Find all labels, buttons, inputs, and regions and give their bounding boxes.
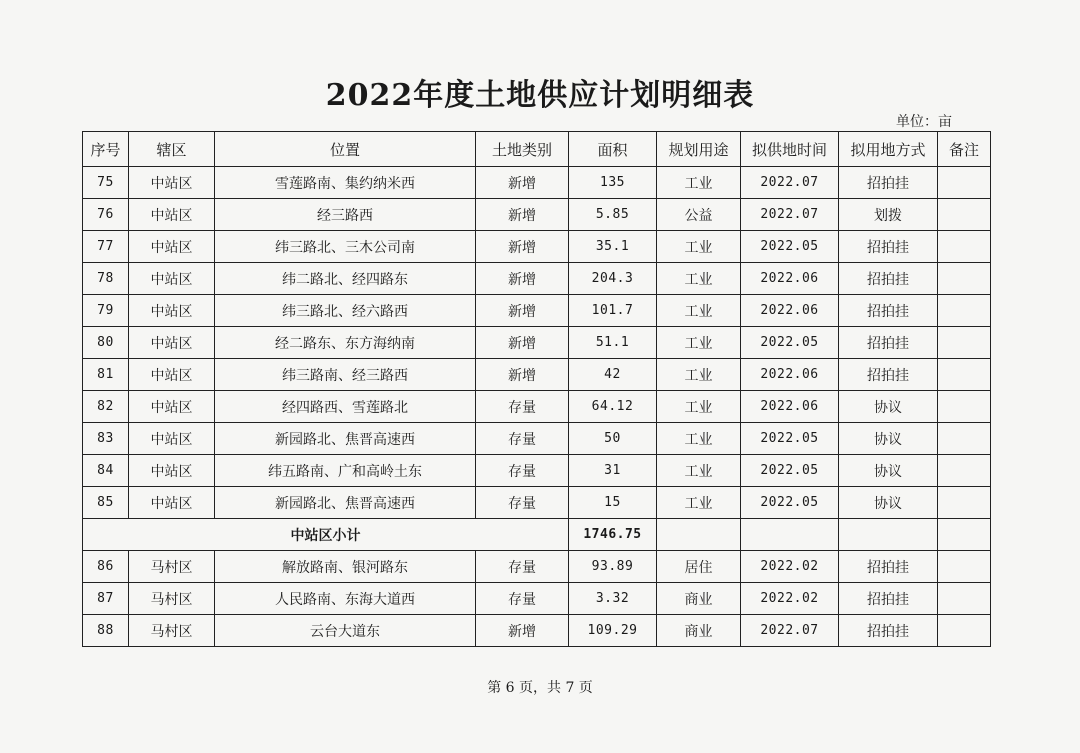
cell-supply-method: 招拍挂 [839,295,938,327]
unit-label: 单位：亩 [896,114,952,130]
cell-location: 经四路西、雪莲路北 [215,391,476,423]
cell-supply-time: 2022.07 [741,199,839,231]
cell-location: 雪莲路南、集约纳米西 [215,167,476,199]
cell-land-category: 存量 [476,423,569,455]
cell-row-number: 86 [83,551,129,583]
cell-land-category: 新增 [476,615,569,647]
cell-supply-method: 协议 [839,487,938,519]
cell-remarks [938,167,991,199]
cell-row-number: 88 [83,615,129,647]
cell-supply-time: 2022.05 [741,327,839,359]
cell-location: 纬五路南、广和高岭土东 [215,455,476,487]
cell-location: 经二路东、东方海纳南 [215,327,476,359]
cell-area: 5.85 [569,199,657,231]
subtotal-row [83,519,991,551]
cell-area: 35.1 [569,231,657,263]
table-cell [938,519,991,551]
table-cell [839,519,938,551]
header-cell: 土地类别 [476,132,569,167]
cell-supply-method: 招拍挂 [839,615,938,647]
land-supply-table [82,131,991,647]
cell-supply-time: 2022.05 [741,455,839,487]
cell-supply-method: 招拍挂 [839,167,938,199]
table-row [83,583,991,615]
cell-remarks [938,455,991,487]
cell-land-category: 新增 [476,199,569,231]
table-row [83,551,991,583]
table-row [83,295,991,327]
cell-planned-use: 居住 [657,551,741,583]
cell-supply-method: 招拍挂 [839,551,938,583]
cell-location: 纬三路南、经三路西 [215,359,476,391]
cell-district: 中站区 [129,263,215,295]
cell-land-category: 新增 [476,263,569,295]
cell-district: 马村区 [129,583,215,615]
cell-land-category: 存量 [476,487,569,519]
cell-supply-time: 2022.05 [741,423,839,455]
cell-remarks [938,231,991,263]
cell-row-number: 75 [83,167,129,199]
cell-area: 3.32 [569,583,657,615]
cell-row-number: 76 [83,199,129,231]
cell-supply-method: 招拍挂 [839,359,938,391]
cell-district: 中站区 [129,231,215,263]
cell-location: 纬三路北、三木公司南 [215,231,476,263]
table-row [83,615,991,647]
cell-land-category: 存量 [476,455,569,487]
cell-remarks [938,263,991,295]
subtotal-area: 1746.75 [569,519,657,551]
cell-planned-use: 商业 [657,583,741,615]
cell-location: 云台大道东 [215,615,476,647]
cell-remarks [938,551,991,583]
cell-land-category: 新增 [476,359,569,391]
cell-remarks [938,583,991,615]
cell-district: 中站区 [129,487,215,519]
table-row [83,263,991,295]
cell-area: 101.7 [569,295,657,327]
cell-supply-time: 2022.06 [741,263,839,295]
header-cell: 拟用地方式 [839,132,938,167]
cell-land-category: 存量 [476,551,569,583]
cell-planned-use: 工业 [657,263,741,295]
cell-planned-use: 工业 [657,295,741,327]
cell-row-number: 84 [83,455,129,487]
cell-area: 64.12 [569,391,657,423]
table-row [83,327,991,359]
cell-row-number: 82 [83,391,129,423]
cell-location: 纬三路北、经六路西 [215,295,476,327]
cell-area: 135 [569,167,657,199]
cell-row-number: 77 [83,231,129,263]
cell-planned-use: 工业 [657,231,741,263]
cell-supply-method: 招拍挂 [839,263,938,295]
cell-remarks [938,391,991,423]
cell-area: 204.3 [569,263,657,295]
cell-location: 新园路北、焦晋高速西 [215,487,476,519]
cell-row-number: 83 [83,423,129,455]
cell-row-number: 85 [83,487,129,519]
header-cell: 序号 [83,132,129,167]
cell-land-category: 新增 [476,167,569,199]
cell-planned-use: 工业 [657,391,741,423]
cell-land-category: 新增 [476,295,569,327]
cell-supply-method: 划拨 [839,199,938,231]
cell-supply-time: 2022.06 [741,295,839,327]
header-cell: 规划用途 [657,132,741,167]
cell-land-category: 新增 [476,231,569,263]
cell-supply-method: 招拍挂 [839,327,938,359]
cell-district: 中站区 [129,455,215,487]
cell-row-number: 79 [83,295,129,327]
table-cell [741,519,839,551]
table-row [83,167,991,199]
cell-location: 人民路南、东海大道西 [215,583,476,615]
cell-remarks [938,615,991,647]
header-cell: 拟供地时间 [741,132,839,167]
cell-location: 纬二路北、经四路东 [215,263,476,295]
cell-district: 中站区 [129,167,215,199]
table-row [83,359,991,391]
cell-row-number: 80 [83,327,129,359]
cell-supply-time: 2022.02 [741,551,839,583]
cell-supply-method: 协议 [839,455,938,487]
header-cell: 辖区 [129,132,215,167]
cell-remarks [938,487,991,519]
header-cell: 面积 [569,132,657,167]
cell-planned-use: 工业 [657,327,741,359]
cell-remarks [938,327,991,359]
table-row [83,487,991,519]
cell-remarks [938,295,991,327]
cell-district: 中站区 [129,391,215,423]
cell-remarks [938,199,991,231]
cell-supply-time: 2022.02 [741,583,839,615]
cell-planned-use: 工业 [657,455,741,487]
cell-row-number: 81 [83,359,129,391]
cell-planned-use: 工业 [657,359,741,391]
table-row [83,231,991,263]
cell-planned-use: 工业 [657,167,741,199]
table-row [83,423,991,455]
cell-supply-method: 协议 [839,391,938,423]
table-cell [657,519,741,551]
cell-area: 51.1 [569,327,657,359]
cell-district: 马村区 [129,551,215,583]
page-footer: 第 6 页，共 7 页 [487,680,593,696]
cell-district: 中站区 [129,199,215,231]
cell-supply-time: 2022.05 [741,231,839,263]
cell-land-category: 存量 [476,583,569,615]
cell-supply-method: 协议 [839,423,938,455]
cell-supply-method: 招拍挂 [839,231,938,263]
cell-planned-use: 工业 [657,423,741,455]
cell-planned-use: 公益 [657,199,741,231]
cell-supply-time: 2022.05 [741,487,839,519]
cell-land-category: 新增 [476,327,569,359]
cell-remarks [938,423,991,455]
cell-location: 经三路西 [215,199,476,231]
cell-planned-use: 工业 [657,487,741,519]
cell-supply-time: 2022.07 [741,615,839,647]
cell-remarks [938,359,991,391]
cell-area: 42 [569,359,657,391]
cell-row-number: 87 [83,583,129,615]
cell-land-category: 存量 [476,391,569,423]
cell-district: 中站区 [129,295,215,327]
header-cell: 位置 [215,132,476,167]
cell-area: 50 [569,423,657,455]
cell-location: 解放路南、银河路东 [215,551,476,583]
subtotal-label: 中站区小计 [83,519,569,551]
cell-area: 15 [569,487,657,519]
cell-supply-method: 招拍挂 [839,583,938,615]
cell-supply-time: 2022.07 [741,167,839,199]
cell-area: 93.89 [569,551,657,583]
cell-district: 马村区 [129,615,215,647]
header-cell: 备注 [938,132,991,167]
document-title: 2022年度土地供应计划明细表 [325,78,755,113]
cell-planned-use: 商业 [657,615,741,647]
table-row [83,391,991,423]
cell-district: 中站区 [129,327,215,359]
cell-location: 新园路北、焦晋高速西 [215,423,476,455]
cell-supply-time: 2022.06 [741,391,839,423]
cell-district: 中站区 [129,359,215,391]
table-header-row [83,132,991,167]
cell-row-number: 78 [83,263,129,295]
table-row [83,199,991,231]
cell-area: 31 [569,455,657,487]
cell-district: 中站区 [129,423,215,455]
cell-supply-time: 2022.06 [741,359,839,391]
cell-area: 109.29 [569,615,657,647]
table-row [83,455,991,487]
